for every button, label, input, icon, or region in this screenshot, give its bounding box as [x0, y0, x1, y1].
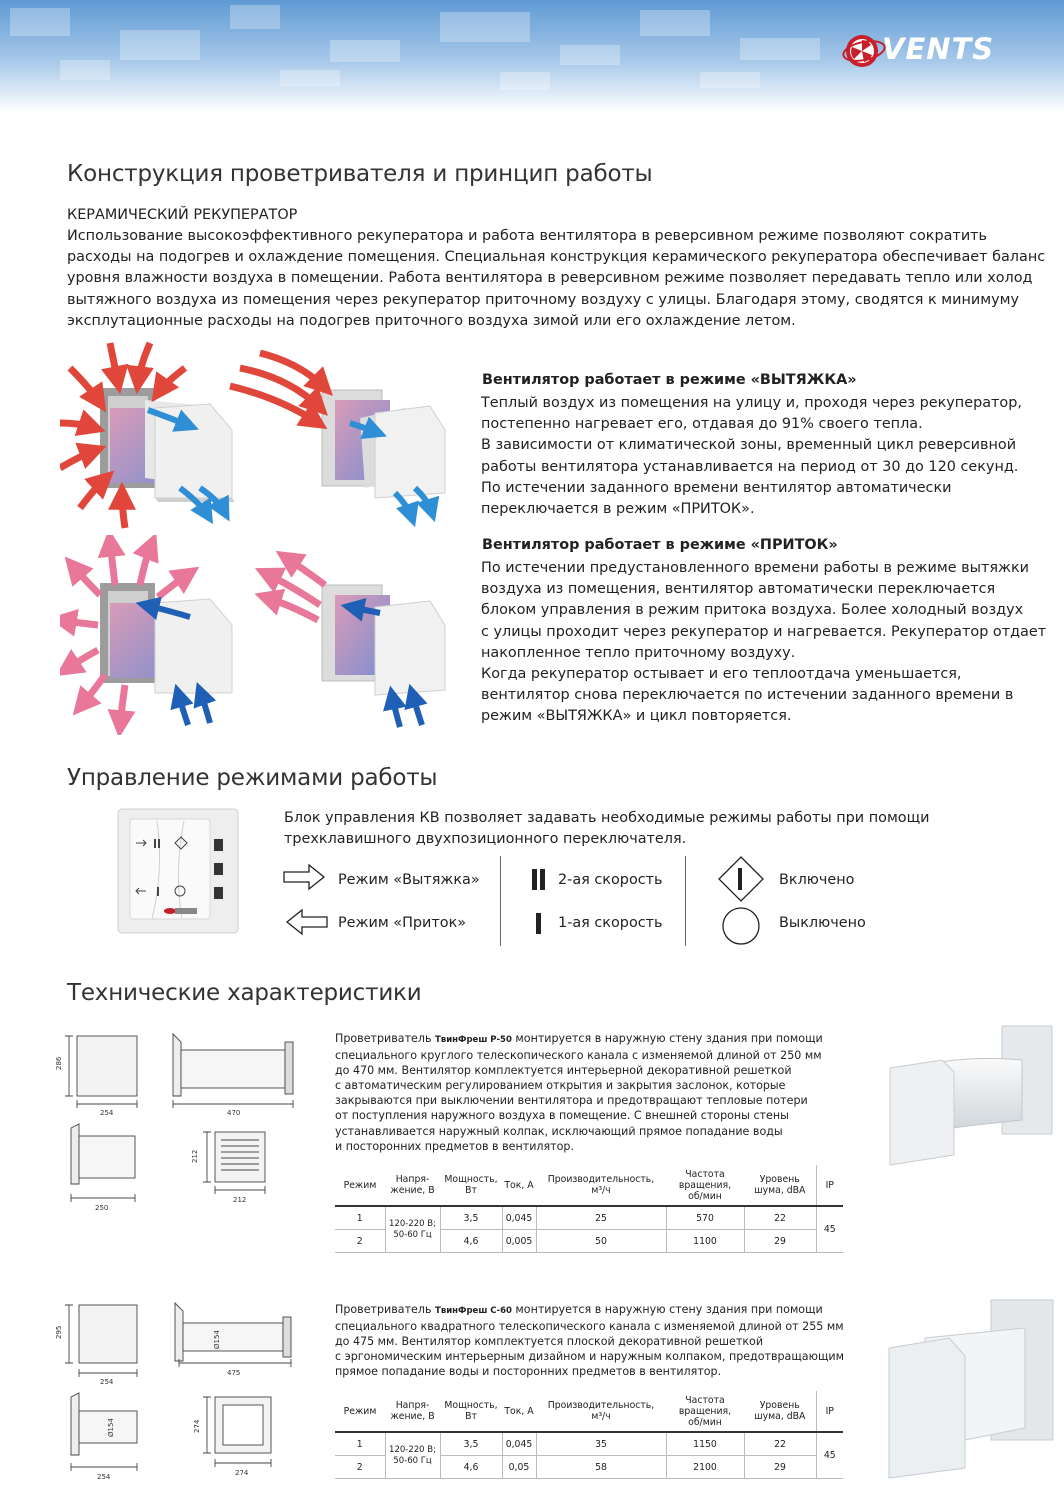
exhaust-mode-title: Вентилятор работает в режиме «ВЫТЯЖКА»: [482, 372, 857, 388]
supply-line: накопленное тепло приточному воздуху.: [481, 644, 796, 661]
intro-line: эксплутационные расходы на подогрев приточного воздуха зимой или его охлаждение летом.: [67, 312, 796, 329]
vents-logo-text: VENTS: [882, 32, 995, 66]
dim-label: 475: [227, 1369, 241, 1377]
supply-line: блоком управления в режим притока воздуха. Более холодный воздух: [481, 602, 1024, 619]
product1-line: и посторонних предметов в вентилятор.: [335, 1139, 574, 1153]
section-title-specs: Технические характеристики: [67, 980, 422, 1006]
product2-spec-table: [335, 1391, 843, 1479]
product2-line: до 475 мм. Вентилятор комплектуется плоской декоративной решеткой: [335, 1335, 764, 1349]
pink-air-arrows-2: [265, 557, 325, 620]
product1-line: до 470 мм. Вентилятор комплектуется интерьерной декоративной решеткой: [335, 1064, 792, 1078]
supply-line: Когда рекуператор остывает и его теплоотдача уменьшается,: [481, 666, 962, 683]
table-header: IP: [816, 1391, 843, 1432]
dim-label: 274: [235, 1469, 249, 1477]
supply-line: с улицы проходит через рекуператор и нагревается. Рекуператор отдает: [481, 623, 1047, 640]
intro-paragraph: [67, 226, 1057, 332]
product2-model-name: ТвинФреш С-60: [435, 1306, 512, 1316]
table-header: Напря- жение, В: [385, 1165, 440, 1206]
warm-air-arrows-2: [230, 353, 325, 423]
intro-line: Использование высокоэффективного рекуператора и работа вентилятора в реверсивном режиме позволяют сократить: [67, 228, 988, 244]
fan-unit-supply-exterior: [322, 585, 445, 695]
product1-text-first-rest: монтируется в наружную стену здания при помощи: [511, 1032, 823, 1045]
section-subtitle-recuperator: КЕРАМИЧЕСКИЙ РЕКУПЕРАТОР: [67, 207, 298, 223]
supply-mode-title: Вентилятор работает в режиме «ПРИТОК»: [482, 537, 838, 553]
product1-description: [335, 1031, 823, 1154]
power-off-icon: [721, 906, 761, 946]
intro-line: вытяжного воздуха из помещения через рекуператор приточному воздуху с улицы. Благодаря этому, сводятся к минимуму: [67, 291, 1020, 308]
legend-divider: [500, 856, 501, 946]
dim-label: 254: [100, 1378, 114, 1386]
control-line: Блок управления КВ позволяет задавать необходимые режимы работы при помощи: [284, 810, 930, 826]
dim-label: 295: [55, 1325, 63, 1339]
product2-line: с эргономическим интерьерным дизайном и наружным колпаком, предотвращающим: [335, 1350, 844, 1364]
product2-drawings: [55, 1297, 315, 1492]
table-header: Ток, А: [502, 1165, 536, 1206]
dim-label: 274: [193, 1419, 201, 1433]
product1-line: от поступления наружного воздуха в помещение. С внешней стороны стены: [335, 1109, 789, 1123]
exhaust-line: работы вентилятора устанавливается на период от 30 до 120 секунд.: [481, 458, 1019, 475]
double-bar-icon: [531, 868, 547, 892]
product2-text-first-rest: монтируется в наружную стену здания при помощи: [511, 1303, 823, 1316]
fan-unit-exhaust-exterior: [322, 390, 445, 498]
dim-label: 250: [95, 1204, 109, 1212]
exhaust-mode-description: [481, 393, 1022, 520]
product2-description: [335, 1302, 844, 1379]
table-header: Производительность, м³/ч: [536, 1391, 666, 1432]
table-row: 1 120-220 В; 50-60 Гц 3,5 0,045 25 570 22 45: [335, 1206, 843, 1230]
table-header: Производительность, м³/ч: [536, 1165, 666, 1206]
intro-line: расходы на подогрев и охлаждение помещения. Специальная конструкция керамического рекуператора обеспечивает баланс: [67, 249, 1046, 266]
exhaust-line: По истечении заданного времени вентилятор автоматически: [481, 479, 952, 496]
product2-photo: [885, 1298, 1061, 1488]
product1-line: специального круглого телескопического канала с изменяемой длиной от 250 мм: [335, 1049, 822, 1063]
table-row: 2 4,6 0,005 50 1100 29: [335, 1230, 843, 1253]
arrow-left-icon: [283, 908, 328, 938]
supply-mode-illustrations: [60, 535, 460, 735]
dim-label: 286: [55, 1056, 63, 1070]
vents-logo: [842, 31, 1054, 75]
product2-line: специального квадратного телескопического канала с изменяемой длиной от 255 мм: [335, 1320, 844, 1334]
table-row: 1 120-220 В; 50-60 Гц 3,5 0,045 35 1150 22 45: [335, 1432, 843, 1456]
table-header: Ток, А: [502, 1391, 536, 1432]
table-header: Мощность, Вт: [440, 1391, 502, 1432]
product1-model-name: ТвинФреш Р-50: [435, 1035, 512, 1045]
section-title-mode-control: Управление режимами работы: [67, 765, 438, 791]
product1-line: с автоматическим регулированием открытия и закрытия заслонок, которые: [335, 1079, 786, 1093]
exhaust-line: переключается в режим «ПРИТОК».: [481, 501, 755, 518]
supply-line: режим «ВЫТЯЖКА» и цикл повторяется.: [481, 708, 792, 725]
product2-line: прямое попадание воды и посторонних предметов в вентилятор.: [335, 1365, 722, 1379]
dim-label: Ø154: [107, 1418, 115, 1437]
supply-line: воздуха из помещения, вентилятор автоматически переключается: [481, 581, 996, 598]
table-header: Уровень шума, dBA: [744, 1391, 816, 1432]
dim-label: 470: [227, 1109, 241, 1117]
fan-unit-supply-interior: [100, 583, 232, 693]
exhaust-mode-illustrations: [60, 338, 460, 536]
product1-photo: [882, 1020, 1062, 1170]
table-header: Напря- жение, В: [385, 1391, 440, 1432]
arrow-right-icon: [283, 863, 328, 893]
legend-exhaust-label: Режим «Вытяжка»: [338, 872, 480, 888]
product1-text-prefix: Проветриватель: [335, 1032, 436, 1045]
product2-text-prefix: Проветриватель: [335, 1303, 436, 1316]
table-header: Режим: [335, 1391, 385, 1432]
table-header: Частота вращения, об/мин: [666, 1391, 744, 1432]
dim-label: Ø154: [213, 1330, 221, 1349]
product1-line: устанавливается наружный колпак, исключающий прямое попадание воды: [335, 1124, 783, 1138]
table-header: Уровень шума, dBA: [744, 1165, 816, 1206]
supply-line: По истечении предустановленного времени работы в режиме вытяжки: [481, 560, 1030, 576]
product1-drawings: [55, 1028, 315, 1223]
exhaust-line: В зависимости от климатической зоны, временный цикл реверсивной: [481, 437, 1017, 454]
dim-label: 254: [100, 1109, 114, 1117]
table-row: 2 4,6 0,05 58 2100 29: [335, 1456, 843, 1479]
table-header: Частота вращения, об/мин: [666, 1165, 744, 1206]
single-bar-icon: [535, 912, 545, 936]
product1-line: закрываются при выключении вентилятора и предотвращают тепловые потери: [335, 1094, 808, 1108]
legend-speed2-label: 2-ая скорость: [558, 872, 663, 888]
dim-label: 254: [97, 1473, 111, 1481]
legend-supply-label: Режим «Приток»: [338, 915, 467, 931]
table-header: Режим: [335, 1165, 385, 1206]
power-on-icon: [717, 855, 765, 903]
intro-line: уровня влажности воздуха в помещении. Работа вентилятора в реверсивном режиме позволяет передавать тепло или холод: [67, 270, 1033, 287]
fan-unit-exhaust-interior: [100, 388, 235, 502]
legend-divider: [685, 856, 686, 946]
exhaust-line: постепенно нагревает его, отдавая до 91% своего тепла.: [481, 416, 923, 433]
exhaust-line: Теплый воздух из помещения на улицу и, проходя через рекуператор,: [481, 395, 1022, 411]
section-title-construction: Конструкция проветривателя и принцип работы: [67, 161, 653, 187]
header-band: [0, 0, 1064, 112]
legend-on-label: Включено: [779, 872, 855, 888]
product1-spec-table: [335, 1165, 843, 1253]
supply-line: вентилятор снова переключается по истечении заданного времени в: [481, 687, 1014, 704]
control-unit-image: [112, 805, 252, 940]
control-unit-description: [284, 808, 930, 850]
table-header: Мощность, Вт: [440, 1165, 502, 1206]
dim-label: 212: [233, 1196, 247, 1204]
supply-mode-description: [481, 558, 1046, 728]
legend-speed1-label: 1-ая скорость: [558, 915, 663, 931]
table-header: IP: [816, 1165, 843, 1206]
dim-label: 212: [191, 1149, 199, 1163]
legend-off-label: Выключено: [779, 915, 866, 931]
control-line: трехклавишного двухпозиционного переключателя.: [284, 831, 687, 848]
